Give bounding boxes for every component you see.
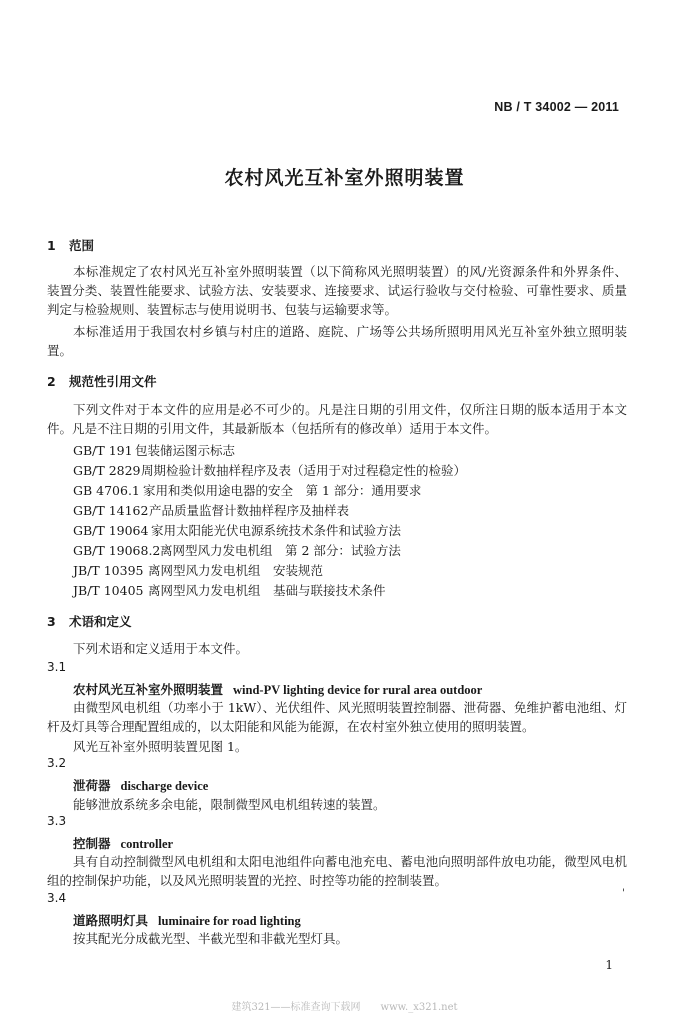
reference-item: JB/T 10395 离网型风力发电机组 安装规范 [73, 563, 324, 578]
page-number: 1 [605, 958, 613, 972]
scan-speck: ' [622, 888, 625, 899]
reference-item: GB 4706.1 家用和类似用途电器的安全 第 1 部分：通用要求 [73, 483, 422, 498]
clause-number: 3.2 [47, 756, 67, 770]
clause-number: 3.1 [47, 660, 67, 674]
reference-item: GB/T 19064 家用太阳能光伏电源系统技术条件和试验方法 [73, 523, 402, 538]
watermark: 建筑321——标准查询下载网 www._x321.net [231, 1002, 458, 1013]
term-definition: 具有自动控制微型风电机组和太阳电池组件向蓄电池充电、蓄电池向照明部件放电功能，微型风电机组的控制保护功能，以及风光照明装置的光控、时控等功能的控制装置。 [47, 854, 627, 888]
standard-code: NB / T 34002 — 2011 [494, 100, 619, 114]
terms-intro: 下列术语和定义适用于本文件。 [73, 641, 249, 656]
term-heading: 道路照明灯具 luminaire for road lighting [73, 913, 301, 928]
reference-item: GB/T 2829周期检验计数抽样程序及表（适用于对过程稳定性的检验） [73, 463, 467, 478]
term-heading: 控制器 controller [73, 836, 174, 851]
section-heading-2: 2 规范性引用文件 [47, 374, 157, 389]
reference-item: GB/T 14162产品质量监督计数抽样程序及抽样表 [73, 503, 350, 518]
reference-item: JB/T 10405 离网型风力发电机组 基础与联接技术条件 [73, 583, 386, 598]
term-heading: 农村风光互补室外照明装置 wind-PV lighting device for rural area outdoor [73, 682, 483, 697]
term-definition: 能够泄放系统多余电能，限制微型风电机组转速的装置。 [73, 797, 386, 812]
reference-item: GB/T 191 包装储运图示标志 [73, 443, 236, 458]
reference-item: GB/T 19068.2离网型风力发电机组 第 2 部分：试验方法 [73, 543, 401, 558]
scope-paragraph-1: 本标准规定了农村风光互补室外照明装置（以下简称风光照明装置）的风/光资源条件和外界条件、装置分类、装置性能要求、试验方法、安装要求、连接要求、试运行验收与交付检验、可靠性要求、质量判定与检验规则、装置标志与使用说明书、包装与运输要求等。 [47, 264, 627, 317]
term-note: 风光互补室外照明装置见图 1。 [73, 739, 248, 754]
clause-number: 3.3 [47, 814, 67, 828]
section-heading-1: 1 范围 [47, 238, 95, 253]
page-title: 农村风光互补室外照明装置 [224, 167, 465, 189]
normative-intro: 下列文件对于本文件的应用是必不可少的。凡是注日期的引用文件，仅所注日期的版本适用于本文件。凡是不注日期的引用文件，其最新版本（包括所有的修改单）适用于本文件。 [47, 402, 627, 436]
term-definition: 由微型风电机组（功率小于 1kW）、光伏组件、风光照明装置控制器、泄荷器、免维护蓄电池组、灯杆及灯具等合理配置组成的，以太阳能和风能为能源，在农村室外独立使用的照明装置。 [47, 700, 627, 734]
term-heading: 泄荷器 discharge device [73, 778, 209, 793]
section-heading-3: 3 术语和定义 [47, 614, 132, 629]
clause-number: 3.4 [47, 891, 67, 905]
scope-paragraph-2: 本标准适用于我国农村乡镇与村庄的道路、庭院、广场等公共场所照明用风光互补室外独立照明装置。 [47, 324, 627, 358]
term-definition: 按其配光分成截光型、半截光型和非截光型灯具。 [73, 931, 349, 946]
